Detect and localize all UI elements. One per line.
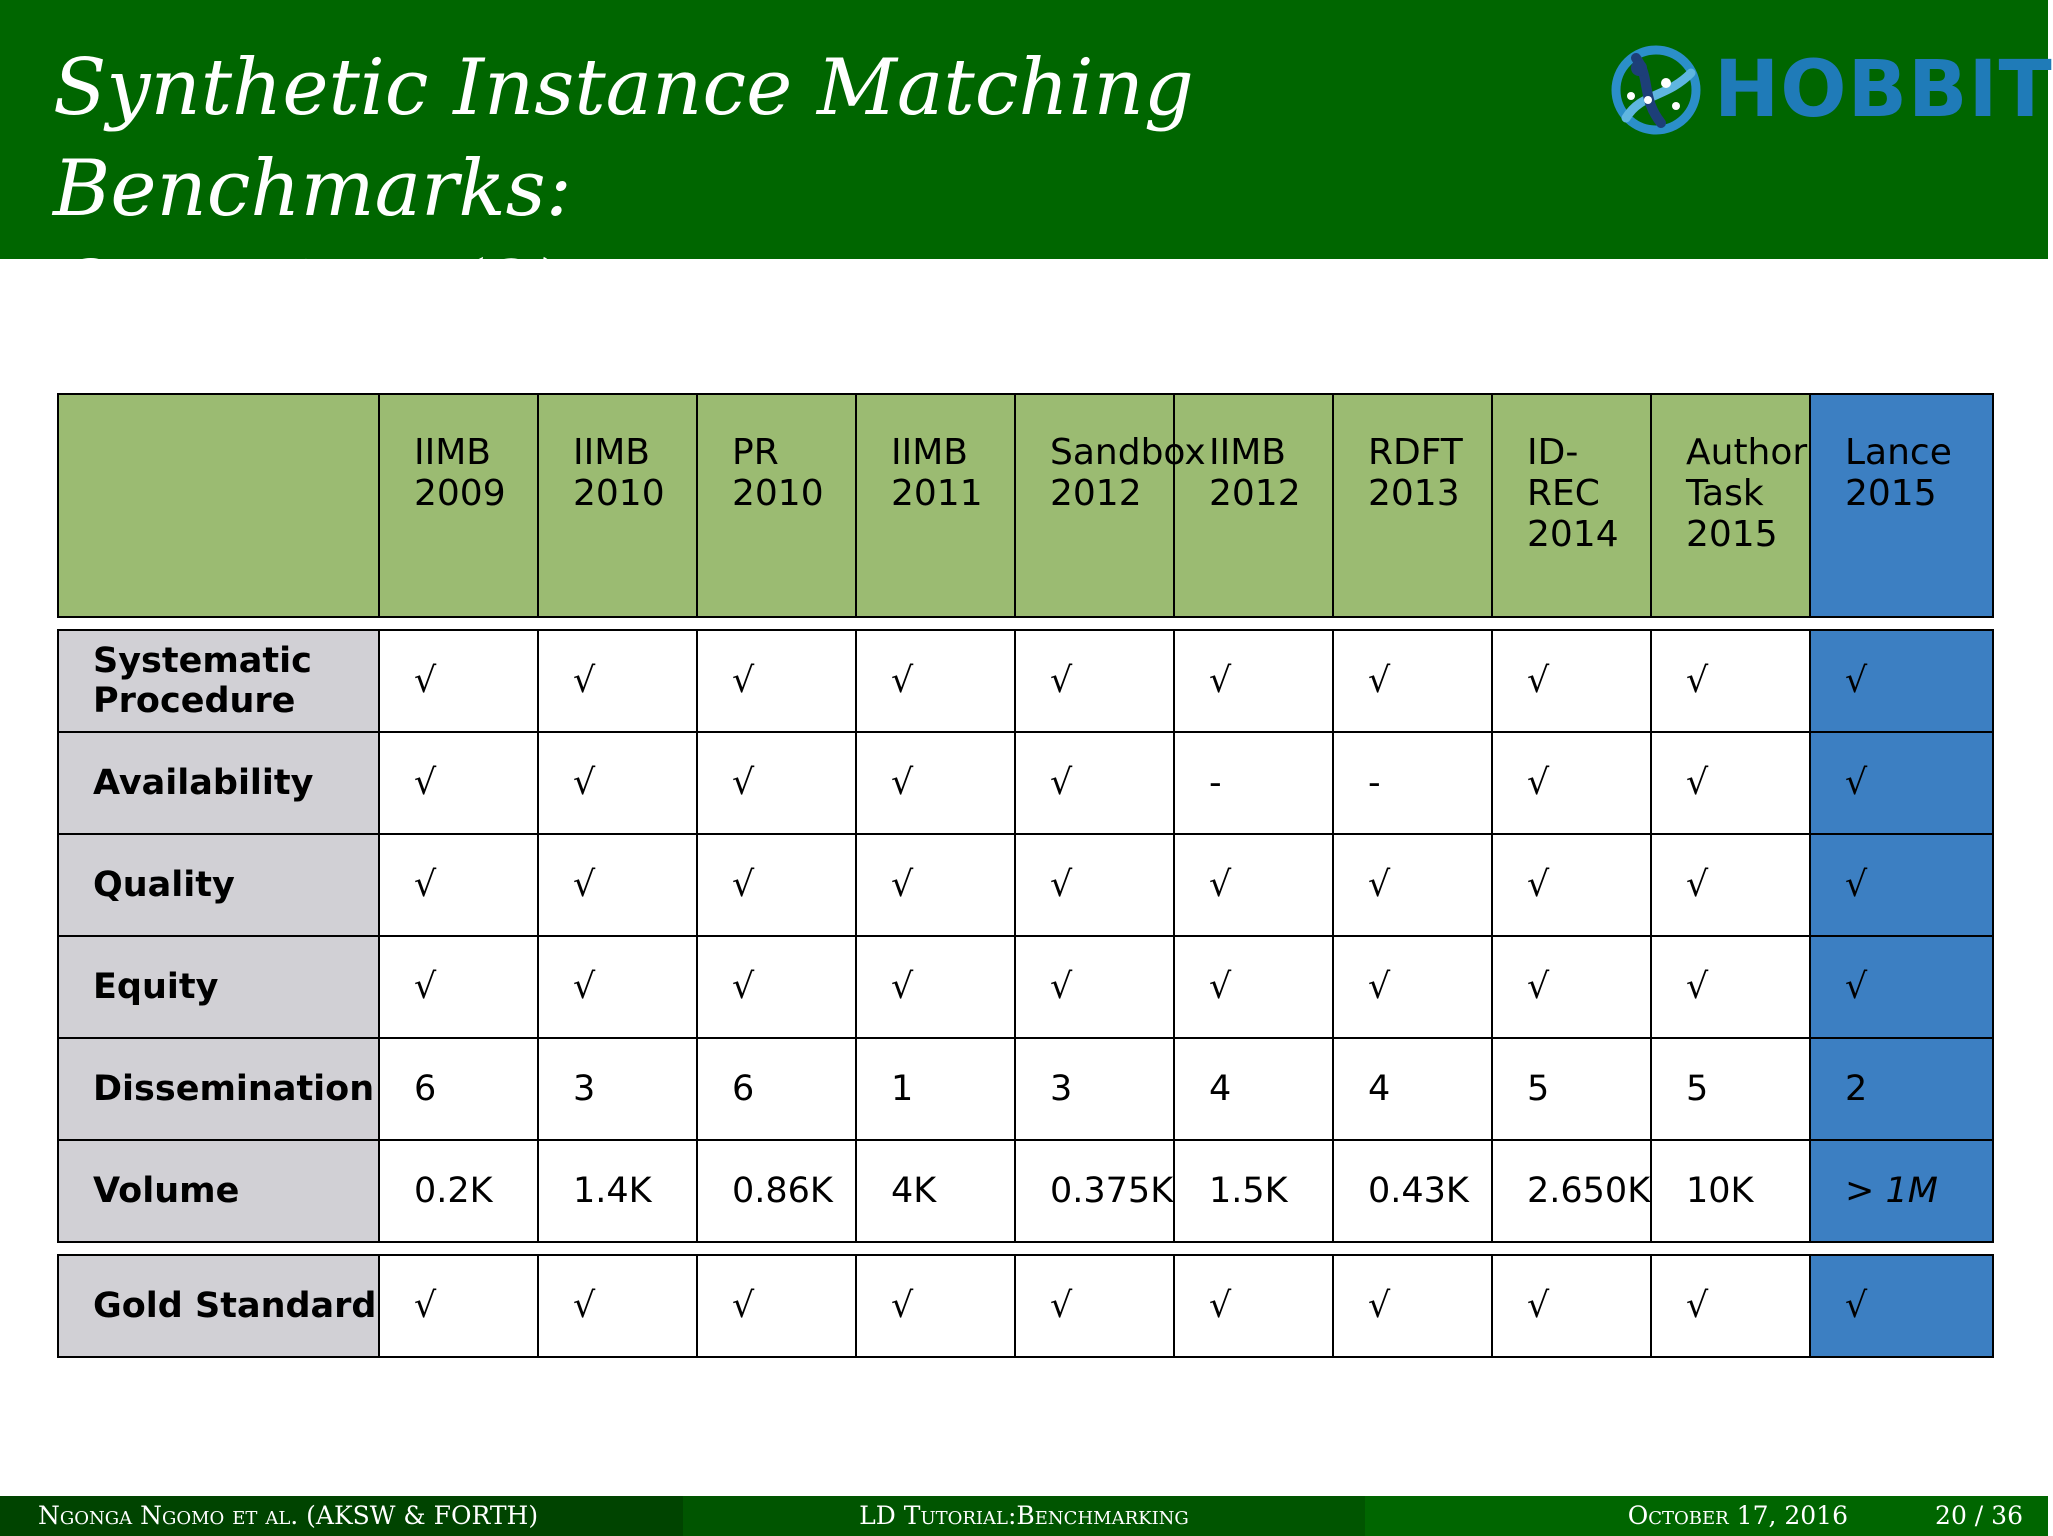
slide-footer xyxy=(0,1496,2048,1536)
hobbit-logo-text: HOBBIT xyxy=(1714,45,2053,135)
column-header: ID-REC 2014 xyxy=(1492,394,1651,617)
table-row-availability xyxy=(58,732,1993,834)
check-mark-icon: √ xyxy=(856,732,1015,834)
table-cell: 5 xyxy=(1492,1038,1651,1140)
table-cell: 1.4K xyxy=(538,1140,697,1242)
check-mark-icon: √ xyxy=(1333,630,1492,732)
check-mark-icon: √ xyxy=(1810,630,1993,732)
check-mark-icon: √ xyxy=(1015,732,1174,834)
column-header-row xyxy=(58,394,1993,617)
table-cell: 5 xyxy=(1651,1038,1810,1140)
table-row-dissemination xyxy=(58,1038,1993,1140)
row-header: Systematic Procedure xyxy=(58,630,379,732)
check-mark-icon: √ xyxy=(379,834,538,936)
check-mark-icon: √ xyxy=(1174,630,1333,732)
column-header-highlighted: Lance 2015 xyxy=(1810,394,1993,617)
table-cell: 0.86K xyxy=(697,1140,856,1242)
check-mark-icon: √ xyxy=(1651,732,1810,834)
check-mark-icon: √ xyxy=(1174,1255,1333,1357)
check-mark-icon: √ xyxy=(1492,732,1651,834)
check-mark-icon: √ xyxy=(697,834,856,936)
column-header: IIMB 2009 xyxy=(379,394,538,617)
table-gap xyxy=(58,617,1993,630)
table-cell: 2 xyxy=(1810,1038,1993,1140)
column-header: IIMB 2010 xyxy=(538,394,697,617)
check-mark-icon: √ xyxy=(1174,834,1333,936)
table-cell: 0.43K xyxy=(1333,1140,1492,1242)
column-header: IIMB 2011 xyxy=(856,394,1015,617)
table-row-volume xyxy=(58,1140,1993,1242)
check-mark-icon: √ xyxy=(1015,1255,1174,1357)
table-cell: 2.650K xyxy=(1492,1140,1651,1242)
table-cell: 1 xyxy=(856,1038,1015,1140)
row-header: Dissemination xyxy=(58,1038,379,1140)
column-header: PR 2010 xyxy=(697,394,856,617)
check-mark-icon: √ xyxy=(1492,834,1651,936)
table-cell: 0.375K xyxy=(1015,1140,1174,1242)
check-mark-icon: √ xyxy=(538,1255,697,1357)
column-header: Author Task 2015 xyxy=(1651,394,1810,617)
table-cell: 4 xyxy=(1333,1038,1492,1140)
slide-header xyxy=(0,0,2053,335)
check-mark-icon: √ xyxy=(538,936,697,1038)
hobbit-logo-mark-icon xyxy=(1606,38,1706,138)
check-mark-icon: √ xyxy=(1810,936,1993,1038)
table-row-systematic-procedure xyxy=(58,630,1993,732)
check-mark-icon: √ xyxy=(1651,834,1810,936)
check-mark-icon: √ xyxy=(697,630,856,732)
table-row-equity xyxy=(58,936,1993,1038)
check-mark-icon: √ xyxy=(697,936,856,1038)
table-cell: 3 xyxy=(538,1038,697,1140)
table-cell: 4 xyxy=(1174,1038,1333,1140)
benchmark-comparison-table xyxy=(57,393,1994,1358)
check-mark-icon: √ xyxy=(1015,630,1174,732)
check-mark-icon: √ xyxy=(697,1255,856,1357)
table-gap xyxy=(58,1242,1993,1255)
check-mark-icon: √ xyxy=(1651,1255,1810,1357)
table-cell: > 1M xyxy=(1810,1140,1993,1242)
table-cell: 10K xyxy=(1651,1140,1810,1242)
check-mark-icon: √ xyxy=(379,732,538,834)
check-mark-icon: √ xyxy=(856,1255,1015,1357)
check-mark-icon: √ xyxy=(1015,936,1174,1038)
check-mark-icon: √ xyxy=(1810,732,1993,834)
check-mark-icon: √ xyxy=(1492,936,1651,1038)
table-cell: 1.5K xyxy=(1174,1140,1333,1242)
check-mark-icon: √ xyxy=(1333,936,1492,1038)
check-mark-icon: √ xyxy=(856,936,1015,1038)
check-mark-icon: √ xyxy=(856,630,1015,732)
check-mark-icon: √ xyxy=(379,630,538,732)
table-corner-cell xyxy=(58,394,379,617)
table-row-quality xyxy=(58,834,1993,936)
dash-cell: - xyxy=(1333,732,1492,834)
check-mark-icon: √ xyxy=(1810,1255,1993,1357)
table-cell: 0.2K xyxy=(379,1140,538,1242)
slide-title: Synthetic Instance Matching Benchmarks: Overview (3) xyxy=(53,43,1194,335)
dash-cell: - xyxy=(1174,732,1333,834)
check-mark-icon: √ xyxy=(1492,1255,1651,1357)
column-header: RDFT 2013 xyxy=(1333,394,1492,617)
row-header: Gold Standard xyxy=(58,1255,379,1357)
check-mark-icon: √ xyxy=(538,732,697,834)
footer-event: LD Tutorial:Benchmarking xyxy=(683,1496,1365,1536)
check-mark-icon: √ xyxy=(1492,630,1651,732)
check-mark-icon: √ xyxy=(1333,834,1492,936)
row-header: Volume xyxy=(58,1140,379,1242)
check-mark-icon: √ xyxy=(1015,834,1174,936)
column-header: Sandbox 2012 xyxy=(1015,394,1174,617)
table-cell: 4K xyxy=(856,1140,1015,1242)
table-cell: 6 xyxy=(697,1038,856,1140)
check-mark-icon: √ xyxy=(1174,936,1333,1038)
check-mark-icon: √ xyxy=(856,834,1015,936)
check-mark-icon: √ xyxy=(538,834,697,936)
column-header: IIMB 2012 xyxy=(1174,394,1333,617)
table-row-gold-standard xyxy=(58,1255,1993,1357)
row-header: Equity xyxy=(58,936,379,1038)
table-cell: 6 xyxy=(379,1038,538,1140)
check-mark-icon: √ xyxy=(1651,936,1810,1038)
page-number: 20 / 36 xyxy=(1935,1501,2023,1530)
check-mark-icon: √ xyxy=(379,1255,538,1357)
check-mark-icon: √ xyxy=(1810,834,1993,936)
row-header: Availability xyxy=(58,732,379,834)
footer-date: October 17, 2016 xyxy=(1627,1501,1848,1530)
check-mark-icon: √ xyxy=(1333,1255,1492,1357)
check-mark-icon: √ xyxy=(538,630,697,732)
check-mark-icon: √ xyxy=(697,732,856,834)
row-header: Quality xyxy=(58,834,379,936)
check-mark-icon: √ xyxy=(1651,630,1810,732)
footer-right xyxy=(1365,1496,2048,1536)
check-mark-icon: √ xyxy=(379,936,538,1038)
hobbit-logo xyxy=(1606,38,2053,138)
table-cell: 3 xyxy=(1015,1038,1174,1140)
footer-authors: Ngonga Ngomo et al. (AKSW & FORTH) xyxy=(0,1496,683,1536)
